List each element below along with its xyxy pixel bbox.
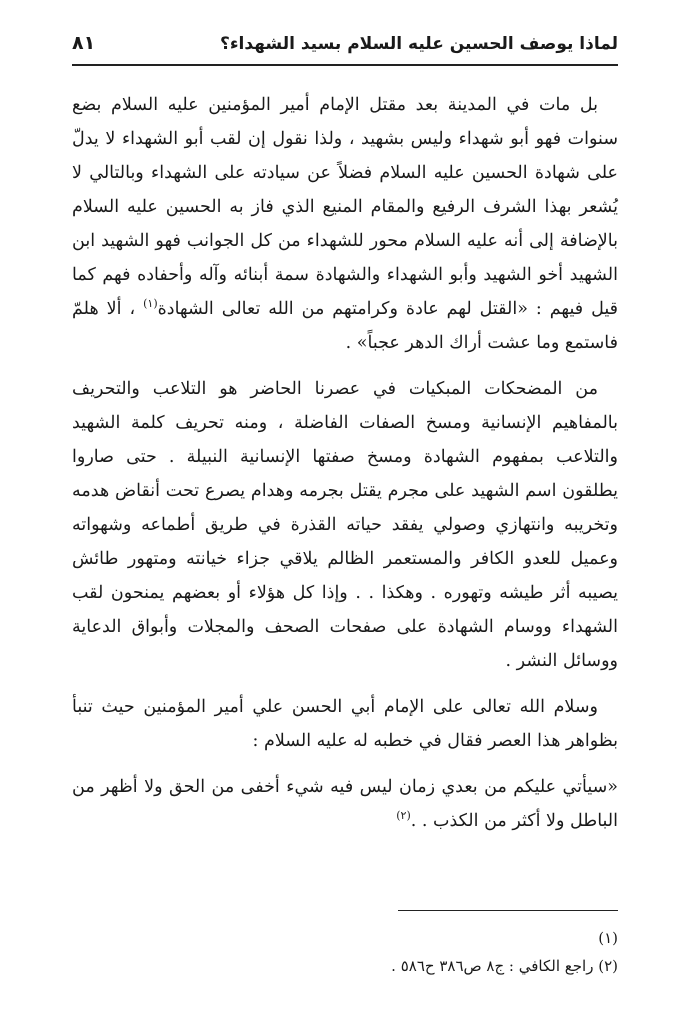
footnote-divider	[398, 910, 618, 911]
paragraph-3	[72, 690, 618, 758]
footnotes	[72, 924, 618, 980]
paragraph-2-text: من المضحكات المبكيات في عصرنا الحاضر هو التلاعب والتحريف بالمفاهيم الإنسانية ومسخ الصفات الفاضلة ، ومنه تحريف كلمة الشهيد والتلاعب بمفهوم الشهادة ومسخ صفتها الإنسانية النبيلة . حتى صاروا يطلقون اسم الشهيد على مجرم يقتل بجرمه وهدام يصرع تحت أنقاض هدمه وتخريبه وانتهازي وصولي يفقد حياته القذرة في طريق أطماعه وشهواته وعميل للعدو الكافر والمستعمر الظالم يلاقي جزاء خيانته ومتهور طائش يصيبه أثر طيشه وتهوره . وهكذا . . وإذا كل هؤلاء أو بعضهم يمنحون لقب الشهداء ووسام الشهادة على صفحات الصحف والمجلات وأبواق الدعاية ووسائل النشر .	[72, 379, 618, 671]
paragraph-3-text: وسلام الله تعالى على الإمام أبي الحسن علي أمير المؤمنين حيث تنبأ بظواهر هذا العصر فقال في خطبه له عليه السلام :	[72, 697, 618, 751]
page-number: ٨١	[72, 32, 96, 54]
footnote-ref-1: (١)	[143, 297, 158, 311]
paragraph-4-quote	[72, 770, 618, 838]
paragraph-4-text: «سيأتي عليكم من بعدي زمان ليس فيه شيء أخفى من الحق ولا أظهر من الباطل ولا أكثر من الكذب . .	[72, 777, 618, 831]
paragraph-1-text: بل مات في المدينة بعد مقتل الإمام أمير المؤمنين عليه السلام بضع سنوات فهو أبو شهداء وليس بشهيد ، ولذا نقول إن لقب أبو الشهداء لا يدلّ على شهادة الحسين عليه السلام فضلاً عن سيادته على الشهداء وبالتالي لا يُشعر بهذا الشرف الرفيع والمقام المنيع الذي فاز به الحسين عليه السلام بالإضافة إلى أنه عليه السلام محور للشهداء من كل الجوانب فهو الشهيد ابن الشهيد أخو الشهيد وأبو الشهداء والشهادة سمة أبنائه وآله وأحفاده فهم كما قيل فيهم : «القتل لهم عادة وكرامتهم من الله تعالى الشهادة	[72, 95, 618, 319]
footnote-ref-2: (٢)	[396, 809, 411, 823]
main-text	[72, 88, 618, 838]
footnote-2: (٢) راجع الكافي : ج٨ ص٣٨٦ ح٥٨٦ .	[391, 957, 618, 975]
paragraph-1	[72, 88, 618, 360]
paragraph-2	[72, 372, 618, 678]
footnote-1: (١)	[598, 929, 618, 947]
paragraph-1-tail: ، ألا هلمّ فاستمع وما عشت أراك الدهر عجباً» .	[72, 299, 618, 353]
running-header	[72, 30, 618, 66]
chapter-title: لماذا يوصف الحسين عليه السلام بسيد الشهداء؟	[220, 34, 618, 54]
